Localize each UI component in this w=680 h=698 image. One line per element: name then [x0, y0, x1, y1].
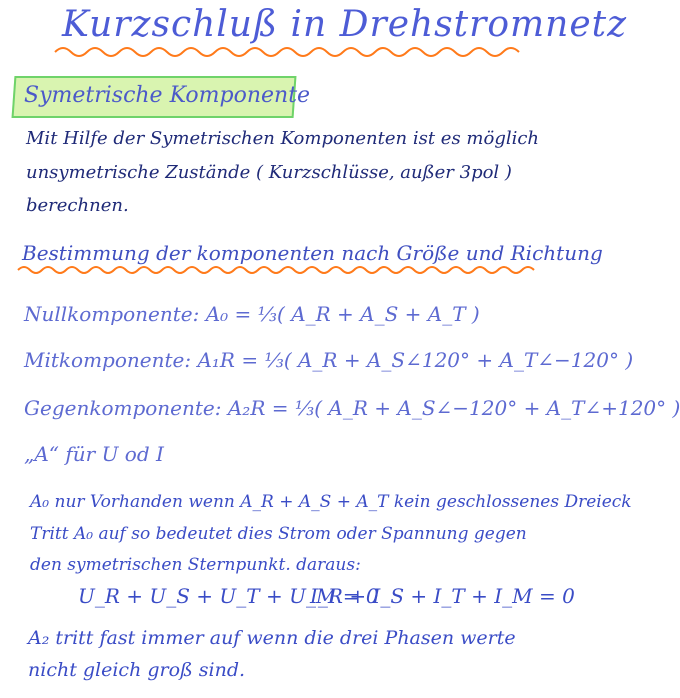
intro-line-2: unsymetrische Zustände ( Kurzschlüsse, außer 3pol ) — [26, 162, 512, 183]
title-underline — [0, 40, 574, 70]
subheading: Bestimmung der komponenten nach Größe und Richtung — [22, 241, 603, 265]
page-title: Kurzschluß in Drehstromnetz — [62, 4, 628, 45]
explanation-line-2: Tritt A₀ auf so bedeutet dies Strom oder Spannung gegen — [30, 524, 527, 544]
explanation-line-1: A₀ nur Vorhanden wenn A_R + A_S + A_T kein geschlossenes Dreieck — [30, 492, 632, 512]
voltage-equation: U_R + U_S + U_T + U_M = 0 — [78, 584, 379, 608]
a-note: „A“ für U od I — [24, 442, 164, 466]
intro-line-1: Mit Hilfe der Symetrischen Komponenten ist es möglich — [26, 128, 540, 149]
current-equation: I_R + I_S + I_T + I_M = 0 — [310, 584, 575, 608]
explanation-line-3: den symetrischen Sternpunkt. daraus: — [30, 555, 361, 575]
intro-line-3: berechnen. — [26, 195, 129, 216]
formula-null: Nullkomponente: A₀ = ⅓( A_R + A_S + A_T ) — [24, 302, 480, 326]
formula-gegen: Gegenkomponente: A₂R = ⅓( A_R + A_S∠−120° + A_T∠+120° ) — [24, 396, 680, 420]
subheading-underline — [0, 260, 574, 282]
formula-mit: Mitkomponente: A₁R = ⅓( A_R + A_S∠120° + A_T∠−120° ) — [24, 348, 634, 372]
bottom-line-2: nicht gleich groß sind. — [28, 659, 246, 681]
bottom-line-1: A₂ tritt fast immer auf wenn die drei Phasen werte — [28, 627, 516, 649]
section-title: Symetrische Komponente — [24, 83, 311, 108]
